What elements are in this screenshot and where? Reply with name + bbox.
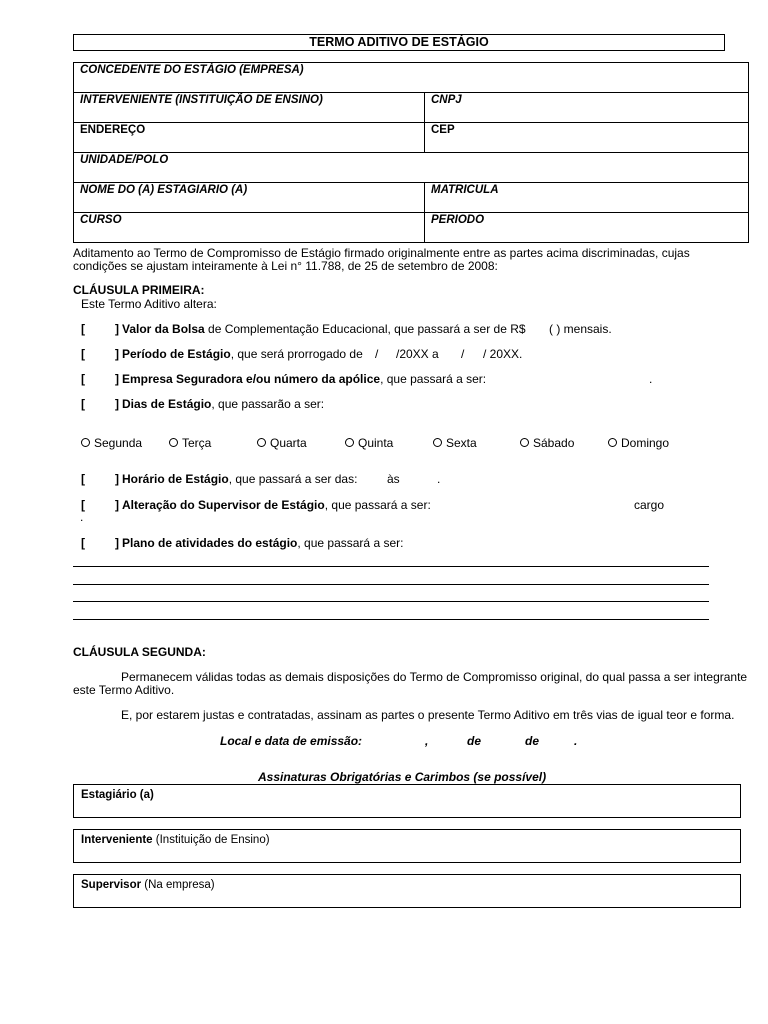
plano-line[interactable]: [73, 566, 709, 567]
day-option-quarta[interactable]: Quarta: [257, 436, 307, 450]
seguradora-end: .: [649, 372, 653, 386]
assinaturas-heading: Assinaturas Obrigatórias e Carimbos (se possível): [258, 770, 547, 784]
clausula-primeira-heading: CLÁUSULA PRIMEIRA:: [73, 283, 205, 297]
horario-as: às: [387, 472, 400, 486]
bolsa-label: Valor da Bolsa: [122, 322, 205, 336]
local-data-de-1: de: [467, 734, 482, 748]
periodo-slash-2: /: [461, 347, 465, 361]
signature-label-estagiario: Estagiário (a): [81, 789, 154, 801]
intro-line-1: Aditamento ao Termo de Compromisso de Estágio firmado originalmente entre as partes acima discriminadas, cujas: [73, 246, 690, 260]
periodo-text: , que será prorrogado de: [230, 347, 363, 361]
signature-label-interveniente: Interveniente (Instituição de Ensino): [81, 834, 270, 846]
checkbox-bracket-close: ]: [115, 498, 119, 512]
plano-line[interactable]: [73, 601, 709, 602]
bolsa-text: de Complementação Educacional, que passará a ser de R$: [204, 322, 526, 336]
plano-line[interactable]: [73, 584, 709, 585]
radio-circle-icon[interactable]: [608, 438, 617, 447]
day-option-quinta[interactable]: Quinta: [345, 436, 393, 450]
supervisor-dot: .: [80, 510, 84, 524]
item-dias: [81, 398, 741, 411]
field-endereco: ENDEREÇO: [74, 123, 425, 153]
signature-box-estagiario[interactable]: [73, 784, 741, 818]
day-option-sabado[interactable]: Sábado: [520, 436, 574, 450]
local-data-de-2: de: [525, 734, 540, 748]
signature-box-interveniente[interactable]: [73, 829, 741, 863]
supervisor-cargo: cargo: [634, 498, 665, 512]
plano-text: , que passará a ser:: [297, 536, 404, 550]
field-cnpj: CNPJ: [425, 93, 749, 123]
checkbox-bracket-close: ]: [115, 472, 119, 486]
checkbox-bracket-open[interactable]: [: [81, 536, 85, 550]
field-cep: CEP: [425, 123, 749, 153]
radio-circle-icon[interactable]: [345, 438, 354, 447]
item-bolsa: [81, 323, 741, 336]
checkbox-bracket-open[interactable]: [: [81, 347, 85, 361]
horario-text: , que passará a ser das:: [228, 472, 358, 486]
checkbox-bracket-close: ]: [115, 397, 119, 411]
intro-line-2: condições se ajustam inteiramente à Lei n° 11.788, de 25 de setembro de 2008:: [73, 259, 498, 273]
radio-circle-icon[interactable]: [520, 438, 529, 447]
horario-label: Horário de Estágio: [122, 472, 229, 486]
field-unidade: UNIDADE/POLO: [74, 153, 749, 183]
periodo-ano-1: /20XX a: [396, 347, 439, 361]
field-matricula: MATRICULA: [425, 183, 749, 213]
bolsa-mensais: ( ) mensais.: [549, 322, 612, 336]
supervisor-text: , que passará a ser:: [324, 498, 431, 512]
periodo-slash-1: /: [375, 347, 379, 361]
plano-line[interactable]: [73, 619, 709, 620]
radio-circle-icon[interactable]: [81, 438, 90, 447]
field-nome-estagiario: NOME DO (A) ESTAGIARIO (A): [74, 183, 425, 213]
checkbox-bracket-open[interactable]: [: [81, 498, 85, 512]
clausula-segunda-para2: E, por estarem justas e contratadas, assinam as partes o presente Termo Aditivo em três vias de igual teor e forma.: [121, 708, 735, 722]
periodo-label: Período de Estágio: [122, 347, 231, 361]
horario-end: .: [437, 472, 441, 486]
plano-label: Plano de atividades do estágio: [122, 536, 298, 550]
signature-label-supervisor: Supervisor (Na empresa): [81, 879, 215, 891]
day-option-domingo[interactable]: Domingo: [608, 436, 669, 450]
item-seguradora: [81, 373, 741, 386]
clausula-segunda-para1-line1: Permanecem válidas todas as demais disposições do Termo de Compromisso original, do qual passa a ser integrante: [121, 670, 748, 684]
local-data-label: Local e data de emissão:: [220, 734, 363, 748]
day-option-segunda[interactable]: Segunda: [81, 436, 142, 450]
supervisor-label: Alteração do Supervisor de Estágio: [122, 498, 325, 512]
day-option-sexta[interactable]: Sexta: [433, 436, 477, 450]
checkbox-bracket-open[interactable]: [: [81, 472, 85, 486]
signature-box-supervisor[interactable]: [73, 874, 741, 908]
local-data-emissao: [220, 735, 620, 749]
clausula-primeira-subtitle: Este Termo Aditivo altera:: [81, 297, 217, 311]
field-periodo: PERIODO: [425, 213, 749, 243]
local-data-dot: .: [574, 734, 578, 748]
info-table: [73, 62, 749, 243]
day-option-terca[interactable]: Terça: [169, 436, 211, 450]
seguradora-text: , que passará a ser:: [380, 372, 487, 386]
field-curso: CURSO: [74, 213, 425, 243]
checkbox-bracket-close: ]: [115, 536, 119, 550]
item-plano: [81, 537, 741, 550]
local-data-comma: ,: [425, 734, 429, 748]
dias-text: , que passarão a ser:: [211, 397, 325, 411]
checkbox-bracket-open[interactable]: [: [81, 397, 85, 411]
item-periodo: [81, 348, 741, 361]
clausula-segunda-heading: CLÁUSULA SEGUNDA:: [73, 645, 206, 659]
field-concedente: CONCEDENTE DO ESTÁGIO (EMPRESA): [74, 63, 749, 93]
days-radio-group: [81, 436, 761, 452]
item-supervisor: [81, 499, 741, 512]
checkbox-bracket-close: ]: [115, 347, 119, 361]
periodo-ano-2: / 20XX.: [483, 347, 523, 361]
field-interveniente: INTERVENIENTE (INSTITUIÇÃO DE ENSINO): [74, 93, 425, 123]
radio-circle-icon[interactable]: [257, 438, 266, 447]
seguradora-label: Empresa Seguradora e/ou número da apólice: [122, 372, 381, 386]
clausula-segunda-para1-line2: este Termo Aditivo.: [73, 683, 175, 697]
checkbox-bracket-close: ]: [115, 322, 119, 336]
checkbox-bracket-close: ]: [115, 372, 119, 386]
document-title: TERMO ADITIVO DE ESTÁGIO: [73, 34, 725, 51]
checkbox-bracket-open[interactable]: [: [81, 372, 85, 386]
item-horario: [81, 473, 741, 486]
dias-label: Dias de Estágio: [122, 397, 212, 411]
radio-circle-icon[interactable]: [169, 438, 178, 447]
checkbox-bracket-open[interactable]: [: [81, 322, 85, 336]
radio-circle-icon[interactable]: [433, 438, 442, 447]
